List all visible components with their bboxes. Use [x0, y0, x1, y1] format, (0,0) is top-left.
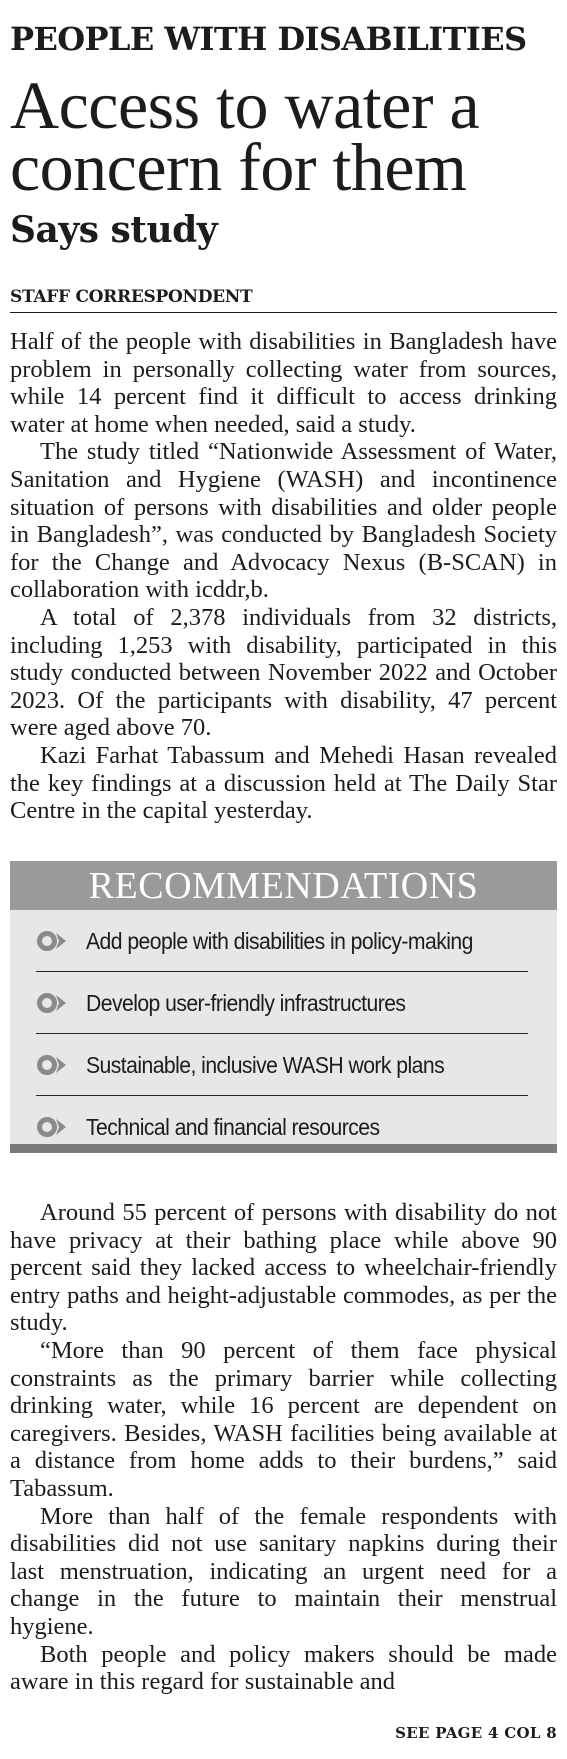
ring-arrow-bullet-icon — [36, 930, 82, 952]
recommendations-list — [10, 910, 557, 1157]
ring-arrow-bullet-icon — [36, 1116, 82, 1138]
paragraph: More than half of the female respondents with disabilities did not use sanitary napkins during their last menstruation, indicating an urgent need for a change in the future to maintain their menstrual hygiene. — [10, 1502, 557, 1640]
article-body-top — [10, 328, 557, 825]
recommendation-text: Technical and financial resources — [86, 1113, 380, 1140]
recommendation-item — [36, 972, 528, 1034]
recommendations-title: RECOMMENDATIONS — [10, 861, 557, 910]
ring-arrow-bullet-icon — [36, 992, 82, 1014]
recommendation-text: Develop user-friendly infrastructures — [86, 989, 406, 1016]
recommendation-item — [36, 910, 528, 972]
recommendation-item — [36, 1096, 528, 1157]
byline-divider — [10, 312, 557, 313]
kicker: PEOPLE WITH DISABILITIES — [10, 20, 527, 58]
deck: Says study — [10, 209, 218, 251]
byline: STAFF CORRESPONDENT — [10, 287, 253, 307]
ring-arrow-bullet-icon — [36, 1054, 82, 1076]
paragraph: Both people and policy makers should be made aware in this regard for sustainable and — [10, 1640, 557, 1696]
paragraph: Kazi Farhat Tabassum and Mehedi Hasan revealed the key findings at a discussion held at The Daily Star Centre in the capital yesterday. — [10, 741, 557, 825]
headline: Access to water a concern for them — [10, 67, 480, 205]
paragraph: The study titled “Nationwide Assessment of Water, Sanitation and Hygiene (WASH) and incontinence situation of persons with disabilities and older people in Bangladesh”, was conducted by Bangladesh Society for the Change and Advocacy Nexus (B-SCAN) in collaboration with icddr,b. — [10, 438, 557, 604]
jump-line[interactable]: SEE PAGE 4 COL 8 — [395, 1724, 557, 1742]
article-body-bottom — [10, 1199, 557, 1696]
paragraph: Half of the people with disabilities in Bangladesh have problem in personally collecting water from sources, while 14 percent find it difficult to access drinking water at home when needed, said a study. — [10, 328, 557, 438]
recommendations-box — [10, 861, 557, 1153]
paragraph: Around 55 percent of persons with disability do not have privacy at their bathing place while above 90 percent said they lacked access to wheelchair-friendly entry paths and height-adjustable commodes, as per the study. — [10, 1199, 557, 1337]
paragraph: “More than 90 percent of them face physical constraints as the primary barrier while collecting drinking water, while 16 percent are dependent on caregivers. Besides, WASH facilities being available at a distance from home adds to their burdens,” said Tabassum. — [10, 1336, 557, 1502]
recommendation-text: Sustainable, inclusive WASH work plans — [86, 1051, 445, 1078]
recommendation-item — [36, 1034, 528, 1096]
paragraph: A total of 2,378 individuals from 32 districts, including 1,253 with disability, participated in this study conducted between November 2022 and October 2023. Of the participants with disability, 47 percent were aged above 70. — [10, 603, 557, 742]
recommendation-text: Add people with disabilities in policy-making — [86, 927, 473, 954]
